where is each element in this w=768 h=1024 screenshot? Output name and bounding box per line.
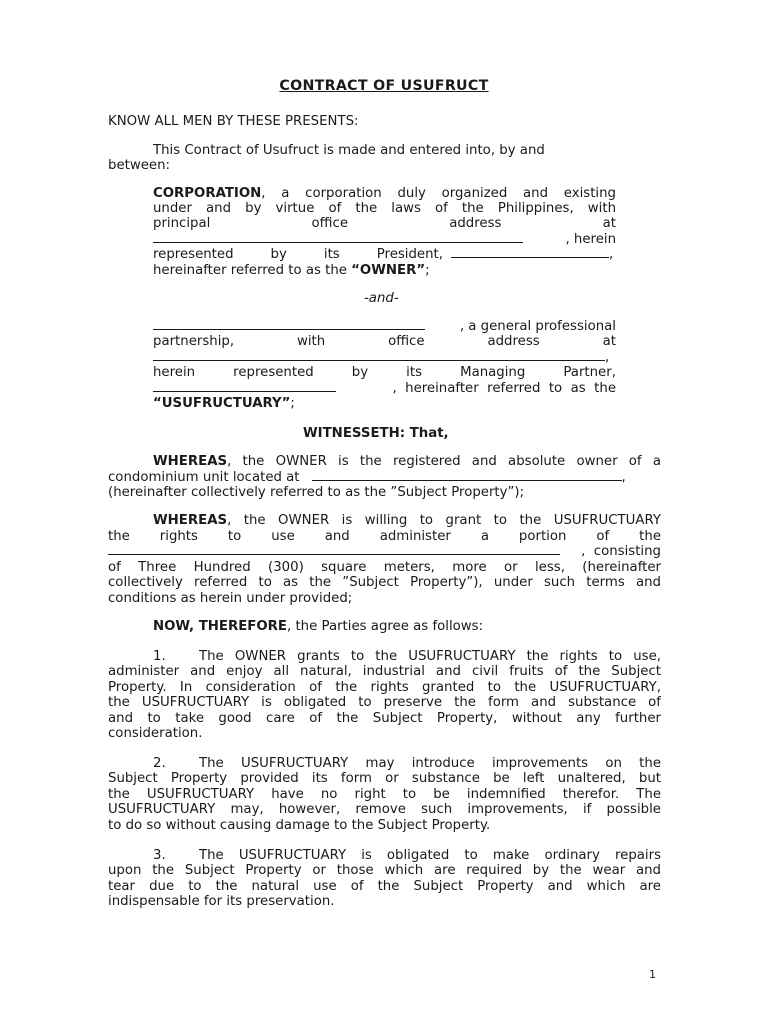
usufructuary-party-line-6: “USUFRUCTUARY”; — [153, 396, 295, 411]
clause-3-line: tear due to the natural use of the Subject Property and which are — [108, 879, 661, 894]
condominium-location-blank — [312, 470, 622, 481]
salutation: KNOW ALL MEN BY THESE PRESENTS: — [108, 114, 359, 129]
usufructuary-party-line-2: partnership, with office address at — [153, 334, 616, 349]
usufructuary-party-line-1: , a general professional — [153, 319, 616, 334]
page-number: 1 — [649, 968, 656, 981]
whereas1-line-2: condominium unit located at , — [108, 470, 626, 485]
owner-party-line-4: , herein — [153, 232, 616, 247]
clause-1-line: Property. In consideration of the rights granted to the USUFRUCTUARY, — [108, 680, 661, 695]
whereas2-line-5: collectively referred to as the ”Subject Property”), under such terms and — [108, 575, 661, 590]
whereas2-line-2: the rights to use and administer a portion of the — [108, 529, 661, 544]
clause-3-line: upon the Subject Property or those which are required by the wear and — [108, 863, 661, 878]
clause-1-line: consideration. — [108, 726, 203, 741]
clause-2-line: The USUFRUCTUARY may introduce improvements on the — [199, 756, 661, 771]
clause-2-line: to do so without causing damage to the Subject Property. — [108, 818, 491, 833]
clause-3-line: The USUFRUCTUARY is obligated to make ordinary repairs — [199, 848, 661, 863]
owner-party-line-3: principal office address at — [153, 216, 616, 231]
clause-1-number: 1. — [153, 649, 166, 664]
whereas2-line-1: WHEREAS, the OWNER is willing to grant to the USUFRUCTUARY — [153, 513, 661, 528]
whereas1-line-3: (hereinafter collectively referred to as the ”Subject Property”); — [108, 485, 525, 500]
whereas2-line-6: conditions as herein under provided; — [108, 591, 353, 606]
clause-1-line: and to take good care of the Subject Property, without any further — [108, 711, 661, 726]
intro-line-1: This Contract of Usufruct is made and entered into, by and — [153, 143, 545, 158]
usufructuary-name-blank — [153, 319, 425, 330]
document-title: CONTRACT OF USUFRUCT — [279, 78, 489, 94]
usufructuary-party-line-4: herein represented by its Managing Partner, — [153, 365, 616, 380]
whereas1-line-1: WHEREAS, the OWNER is the registered and absolute owner of a — [153, 454, 661, 469]
whereas2-line-4: of Three Hundred (300) square meters, more or less, (hereinafter — [108, 560, 661, 575]
owner-address-blank — [153, 232, 523, 243]
portion-location-blank — [108, 544, 560, 555]
now-therefore: NOW, THEREFORE, the Parties agree as follows: — [153, 619, 484, 634]
clause-1-line: the USUFRUCTUARY is obligated to preserve the form and substance of — [108, 695, 661, 710]
clause-2-number: 2. — [153, 756, 166, 771]
clause-3-number: 3. — [153, 848, 166, 863]
intro-line-2: between: — [108, 158, 170, 173]
owner-party-line-5: represented by its President, , — [153, 247, 614, 262]
usufructuary-party-line-3: , — [153, 350, 609, 365]
and-separator: -and- — [364, 291, 399, 306]
clause-2-line: the USUFRUCTUARY have no right to be indemnified therefor. The — [108, 787, 661, 802]
witnesseth-heading: WITNESSETH: That, — [303, 426, 449, 441]
owner-president-blank — [451, 247, 609, 258]
clause-1-line: administer and enjoy all natural, industrial and civil fruits of the Subject — [108, 664, 661, 679]
usufructuary-party-line-5: , hereinafter referred to as the — [153, 381, 616, 396]
owner-party-line-2: under and by virtue of the laws of the Philippines, with — [153, 201, 616, 216]
usufructuary-partner-blank — [153, 381, 336, 392]
clause-1-line: The OWNER grants to the USUFRUCTUARY the rights to use, — [199, 649, 661, 664]
whereas2-line-3: , consisting — [108, 544, 661, 559]
clause-3-line: indispensable for its preservation. — [108, 894, 335, 909]
clause-2-line: USUFRUCTUARY may, however, remove such improvements, if possible — [108, 802, 661, 817]
owner-party-line-1: CORPORATION, a corporation duly organized and existing — [153, 186, 616, 201]
clause-2-line: Subject Property provided its form or substance be left unaltered, but — [108, 771, 661, 786]
owner-party-line-6: hereinafter referred to as the “OWNER”; — [153, 263, 430, 278]
usufructuary-role: “USUFRUCTUARY” — [153, 396, 291, 411]
owner-party-name: CORPORATION — [153, 186, 262, 201]
owner-role: “OWNER” — [351, 263, 426, 278]
usufructuary-address-blank — [153, 350, 605, 361]
